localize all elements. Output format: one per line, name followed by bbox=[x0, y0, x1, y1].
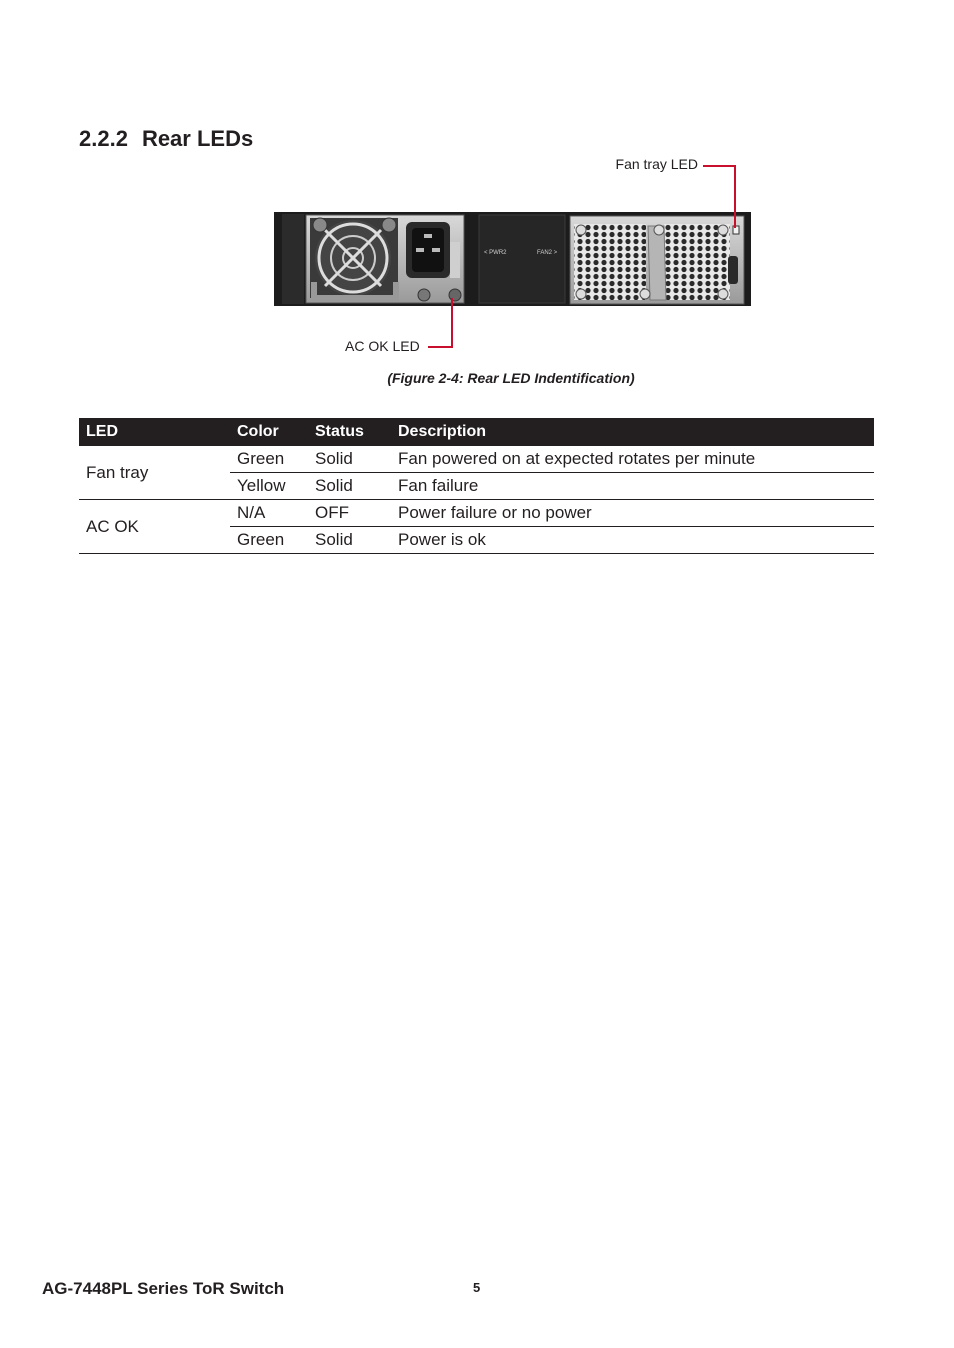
status-cell: Solid bbox=[308, 527, 391, 554]
header-status: Status bbox=[308, 418, 391, 446]
status-cell: Solid bbox=[308, 446, 391, 473]
description-cell: Fan powered on at expected rotates per minute bbox=[391, 446, 874, 473]
color-cell: N/A bbox=[230, 500, 308, 527]
fan-tray-led-callout: Fan tray LED bbox=[615, 156, 698, 172]
ac-ok-led-callout: AC OK LED bbox=[345, 338, 420, 354]
fan-tray-module bbox=[570, 216, 744, 304]
figure-caption: (Figure 2-4: Rear LED Indentification) bbox=[387, 370, 635, 386]
led-name-cell: Fan tray bbox=[79, 446, 230, 500]
header-led: LED bbox=[79, 418, 230, 446]
status-cell: Solid bbox=[308, 473, 391, 500]
header-description: Description bbox=[391, 418, 874, 446]
panel-label-pwr: < PWR2 bbox=[484, 250, 507, 256]
table-row bbox=[79, 446, 874, 473]
description-cell: Power failure or no power bbox=[391, 500, 874, 527]
section-number: 2.2.2 bbox=[79, 126, 128, 151]
section-title: Rear LEDs bbox=[141, 126, 254, 151]
rear-panel-figure bbox=[0, 0, 954, 370]
led-name-cell: AC OK bbox=[79, 500, 230, 554]
panel-label-fan: FAN2 > bbox=[537, 250, 558, 256]
description-cell: Fan failure bbox=[391, 473, 874, 500]
color-cell: Green bbox=[230, 527, 308, 554]
footer-page-number: 5 bbox=[473, 1280, 481, 1295]
table-header-row bbox=[79, 418, 874, 446]
power-supply-module bbox=[306, 215, 464, 303]
fan-tray-handle bbox=[728, 256, 738, 284]
color-cell: Green bbox=[230, 446, 308, 473]
header-color: Color bbox=[230, 418, 308, 446]
color-cell: Yellow bbox=[230, 473, 308, 500]
status-cell: OFF bbox=[308, 500, 391, 527]
rear-led-table bbox=[79, 418, 874, 554]
ac-ok-led bbox=[449, 289, 461, 301]
footer-product-name: AG-7448PL Series ToR Switch bbox=[42, 1279, 285, 1298]
description-cell: Power is ok bbox=[391, 527, 874, 554]
table-row bbox=[79, 500, 874, 527]
center-blank-panel bbox=[479, 215, 565, 303]
